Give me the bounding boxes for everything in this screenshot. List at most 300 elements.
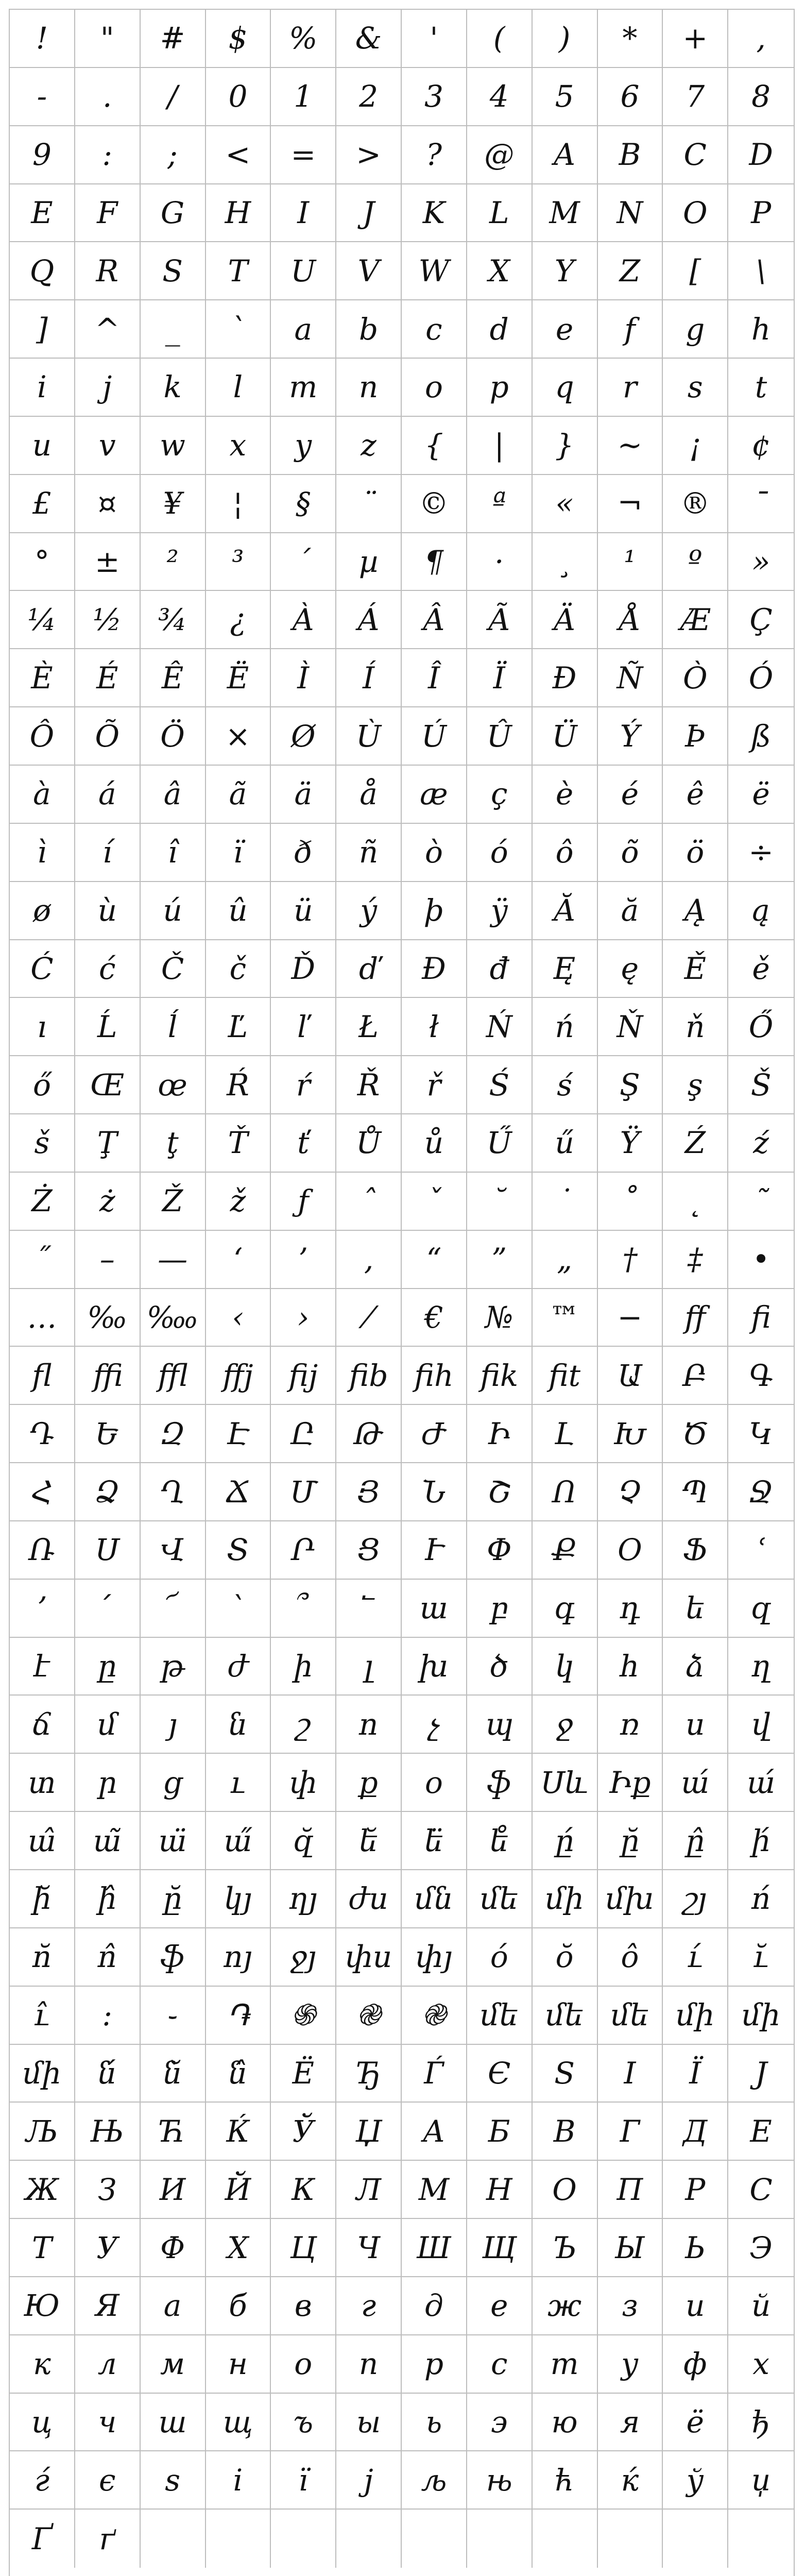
glyph-cell <box>271 2510 336 2568</box>
glyph-cell: ˚ <box>598 1173 663 1231</box>
glyph-cell: ը̆ <box>598 1812 663 1870</box>
glyph-cell: Ő <box>728 998 794 1056</box>
glyph-cell: " <box>75 10 141 68</box>
glyph-cell: ֎ <box>402 1987 467 2045</box>
glyph-cell: ˘ <box>467 1173 533 1231</box>
glyph-cell: ù <box>75 882 141 940</box>
glyph-cell: х <box>728 2335 794 2394</box>
glyph-cell: µ <box>336 533 402 591</box>
glyph-cell: ш <box>141 2394 206 2452</box>
glyph-cell: û <box>206 882 271 940</box>
glyph-cell: У <box>75 2219 141 2277</box>
glyph-cell: ՚ <box>10 1580 75 1638</box>
glyph-cell: ќ <box>598 2451 663 2510</box>
glyph-cell: í <box>75 824 141 882</box>
glyph-cell: Ъ <box>533 2219 598 2277</box>
glyph-cell: a <box>271 300 336 359</box>
glyph-cell: Ќ <box>206 2103 271 2161</box>
glyph-cell <box>467 2510 533 2568</box>
glyph-grid <box>9 9 795 2576</box>
glyph-cell: « <box>533 475 598 533</box>
glyph-cell: A <box>533 126 598 184</box>
glyph-cell: Â <box>402 591 467 649</box>
glyph-cell: & <box>336 10 402 68</box>
glyph-cell: Б <box>467 2103 533 2161</box>
glyph-cell: õ <box>598 824 663 882</box>
glyph-cell: պ <box>467 1696 533 1754</box>
glyph-cell: — <box>141 1231 206 1289</box>
glyph-cell: Ś <box>467 1056 533 1114</box>
glyph-cell: ! <box>10 10 75 68</box>
glyph-cell: Ť <box>206 1114 271 1173</box>
glyph-cell: z <box>336 417 402 475</box>
glyph-cell: − <box>598 1289 663 1347</box>
glyph-cell: G <box>141 184 206 243</box>
glyph-cell: X <box>467 242 533 300</box>
glyph-cell: f <box>598 300 663 359</box>
glyph-cell: ՞ <box>271 1580 336 1638</box>
glyph-cell: ' <box>402 10 467 68</box>
glyph-cell: Ö <box>141 707 206 766</box>
glyph-cell: Д <box>663 2103 728 2161</box>
glyph-cell: ˜ <box>728 1173 794 1231</box>
glyph-cell: Î <box>402 649 467 707</box>
glyph-cell: ф <box>663 2335 728 2394</box>
glyph-cell: ` <box>206 300 271 359</box>
glyph-cell: e <box>533 300 598 359</box>
glyph-cell: ՝ <box>206 1580 271 1638</box>
glyph-cell: ՟ <box>336 1580 402 1638</box>
glyph-cell: Л <box>336 2161 402 2219</box>
glyph-cell: ն̆ <box>141 2045 206 2103</box>
glyph-cell: ﬁ <box>728 1289 794 1347</box>
glyph-cell: ґ <box>75 2510 141 2568</box>
glyph-cell: ա̋ <box>206 1812 271 1870</box>
glyph-cell: è <box>533 766 598 824</box>
glyph-cell: օ <box>402 1754 467 1812</box>
glyph-cell: Ս <box>75 1521 141 1580</box>
glyph-cell: б <box>206 2277 271 2335</box>
glyph-cell: I <box>271 184 336 243</box>
glyph-cell: լ <box>336 1638 402 1696</box>
glyph-cell: ը̆ <box>141 1870 206 1928</box>
glyph-cell: ‱ <box>141 1289 206 1347</box>
glyph-cell: L <box>467 184 533 243</box>
glyph-cell: ů <box>402 1114 467 1173</box>
glyph-cell: ն <box>206 1696 271 1754</box>
glyph-cell: С <box>728 2161 794 2219</box>
glyph-cell: » <box>728 533 794 591</box>
glyph-cell: ´ <box>271 533 336 591</box>
glyph-cell: Я <box>75 2277 141 2335</box>
glyph-cell: O <box>663 184 728 243</box>
glyph-cell: Օ <box>598 1521 663 1580</box>
glyph-cell: ¢ <box>728 417 794 475</box>
glyph-cell: ւ̂ <box>10 1987 75 2045</box>
glyph-cell: • <box>728 1231 794 1289</box>
glyph-cell: ջյ <box>271 1928 336 1987</box>
glyph-cell <box>663 2510 728 2568</box>
glyph-cell: \ <box>728 242 794 300</box>
glyph-cell: ՜ <box>141 1580 206 1638</box>
glyph-cell: Œ <box>75 1056 141 1114</box>
glyph-cell: В <box>533 2103 598 2161</box>
glyph-cell: ÷ <box>728 824 794 882</box>
glyph-cell: վ <box>728 1696 794 1754</box>
glyph-cell: ; <box>141 126 206 184</box>
glyph-cell: Ю <box>10 2277 75 2335</box>
glyph-cell: V <box>336 242 402 300</box>
glyph-cell: щ <box>206 2394 271 2452</box>
glyph-cell: 3 <box>402 68 467 126</box>
glyph-cell <box>728 2510 794 2568</box>
glyph-cell: ó <box>467 824 533 882</box>
glyph-cell: ա̃ <box>75 1812 141 1870</box>
glyph-cell: % <box>271 10 336 68</box>
glyph-cell: | <box>467 417 533 475</box>
glyph-cell: ¦ <box>206 475 271 533</box>
glyph-cell: մե <box>533 1987 598 2045</box>
glyph-cell: О <box>533 2161 598 2219</box>
glyph-cell: ~ <box>598 417 663 475</box>
glyph-cell: մի <box>663 1987 728 2045</box>
glyph-cell: É <box>75 649 141 707</box>
glyph-cell: ս <box>663 1696 728 1754</box>
glyph-cell: Ї <box>663 2045 728 2103</box>
glyph-cell: ն́ <box>75 2045 141 2103</box>
glyph-cell: Ä <box>533 591 598 649</box>
glyph-cell: ż <box>75 1173 141 1231</box>
glyph-cell: ń <box>533 998 598 1056</box>
glyph-cell: “ <box>402 1231 467 1289</box>
glyph-cell: ¼ <box>10 591 75 649</box>
glyph-cell: є <box>75 2451 141 2510</box>
glyph-cell: ñ <box>336 824 402 882</box>
glyph-cell: մ <box>75 1696 141 1754</box>
glyph-cell: մի <box>10 2045 75 2103</box>
glyph-cell: Ա <box>598 1347 663 1405</box>
glyph-cell: հ <box>598 1638 663 1696</box>
glyph-cell: Е <box>728 2103 794 2161</box>
glyph-cell: ¾ <box>141 591 206 649</box>
glyph-cell: à <box>10 766 75 824</box>
glyph-cell: թ <box>141 1638 206 1696</box>
glyph-cell: ի́ <box>728 1812 794 1870</box>
glyph-cell: Ն <box>402 1463 467 1521</box>
glyph-cell: ì <box>10 824 75 882</box>
glyph-cell: Ã <box>467 591 533 649</box>
glyph-cell: / <box>141 68 206 126</box>
glyph-cell: 4 <box>467 68 533 126</box>
glyph-cell: Š <box>728 1056 794 1114</box>
glyph-cell: ժ <box>206 1638 271 1696</box>
glyph-cell: * <box>598 10 663 68</box>
glyph-cell: . <box>75 68 141 126</box>
glyph-cell: ª <box>467 475 533 533</box>
glyph-cell: ð <box>271 824 336 882</box>
glyph-cell: M <box>533 184 598 243</box>
glyph-cell: Ý <box>598 707 663 766</box>
glyph-cell: ˆ <box>336 1173 402 1231</box>
glyph-cell: þ <box>402 882 467 940</box>
glyph-cell: ձ <box>663 1638 728 1696</box>
glyph-cell: Ў <box>271 2103 336 2161</box>
glyph-cell: ѕ <box>141 2451 206 2510</box>
glyph-cell: Ď <box>271 940 336 998</box>
glyph-cell: ˛ <box>663 1173 728 1231</box>
glyph-cell: È <box>10 649 75 707</box>
glyph-cell: [ <box>663 242 728 300</box>
glyph-cell: ň <box>663 998 728 1056</box>
glyph-cell: 8 <box>728 68 794 126</box>
glyph-cell: ո <box>336 1696 402 1754</box>
glyph-cell: † <box>598 1231 663 1289</box>
glyph-cell: 1 <box>271 68 336 126</box>
glyph-cell: Է <box>206 1405 271 1463</box>
glyph-cell: Պ <box>663 1463 728 1521</box>
glyph-cell: „ <box>533 1231 598 1289</box>
glyph-cell: _ <box>141 300 206 359</box>
glyph-cell: ° <box>10 533 75 591</box>
glyph-cell: Ձ <box>75 1463 141 1521</box>
glyph-cell: = <box>271 126 336 184</box>
glyph-cell: ę <box>598 940 663 998</box>
glyph-cell: Z <box>598 242 663 300</box>
glyph-cell: Є <box>467 2045 533 2103</box>
glyph-cell: Ф <box>141 2219 206 2277</box>
glyph-cell: ւ̆ <box>728 1928 794 1987</box>
glyph-cell: г <box>336 2277 402 2335</box>
glyph-cell: ć <box>75 940 141 998</box>
glyph-cell: ě <box>728 940 794 998</box>
glyph-cell: x <box>206 417 271 475</box>
glyph-cell: B <box>598 126 663 184</box>
glyph-cell: ] <box>10 300 75 359</box>
glyph-cell: А <box>402 2103 467 2161</box>
glyph-cell: Ռ <box>10 1521 75 1580</box>
glyph-cell: Ֆ <box>663 1521 728 1580</box>
glyph-cell: М <box>402 2161 467 2219</box>
glyph-cell: b <box>336 300 402 359</box>
glyph-cell: ե̆ <box>336 1812 402 1870</box>
glyph-cell: Զ <box>141 1405 206 1463</box>
glyph-cell: ՛ <box>75 1580 141 1638</box>
glyph-cell: Թ <box>336 1405 402 1463</box>
glyph-cell: Ľ <box>206 998 271 1056</box>
glyph-cell: ) <box>533 10 598 68</box>
glyph-cell: ռ <box>598 1696 663 1754</box>
glyph-cell: Ջ <box>728 1463 794 1521</box>
glyph-cell: ե <box>663 1580 728 1638</box>
glyph-cell: K <box>402 184 467 243</box>
glyph-cell: ¹ <box>598 533 663 591</box>
glyph-cell: Ù <box>336 707 402 766</box>
glyph-cell: < <box>206 126 271 184</box>
glyph-cell: Սև <box>533 1754 598 1812</box>
glyph-cell: ղ <box>728 1638 794 1696</box>
glyph-cell: Р <box>663 2161 728 2219</box>
glyph-cell: Ž <box>141 1173 206 1231</box>
glyph-cell: Ѕ <box>533 2045 598 2103</box>
glyph-cell: Ă <box>533 882 598 940</box>
glyph-cell: ﬀ <box>663 1289 728 1347</box>
glyph-cell: զ̆ <box>271 1812 336 1870</box>
glyph-cell: ի <box>271 1638 336 1696</box>
glyph-cell: × <box>206 707 271 766</box>
glyph-cell: J <box>336 184 402 243</box>
glyph-cell: Х <box>206 2219 271 2277</box>
glyph-cell: ⁄ <box>336 1289 402 1347</box>
glyph-cell: ¶ <box>402 533 467 591</box>
glyph-cell: մի <box>533 1870 598 1928</box>
glyph-cell: Г <box>598 2103 663 2161</box>
glyph-cell: ˇ <box>402 1173 467 1231</box>
glyph-cell: ø <box>10 882 75 940</box>
glyph-cell: у <box>598 2335 663 2394</box>
glyph-cell: Ћ <box>141 2103 206 2161</box>
glyph-cell: ő <box>10 1056 75 1114</box>
glyph-cell: ր <box>75 1754 141 1812</box>
glyph-cell: չ <box>402 1696 467 1754</box>
glyph-cell: ոյ <box>206 1928 271 1987</box>
glyph-cell: ’ <box>271 1231 336 1289</box>
glyph-cell: { <box>402 417 467 475</box>
glyph-cell: ( <box>467 10 533 68</box>
glyph-cell: T <box>206 242 271 300</box>
glyph-cell: n <box>336 359 402 417</box>
glyph-cell: й <box>728 2277 794 2335</box>
glyph-cell: Ń <box>467 998 533 1056</box>
glyph-cell: Þ <box>663 707 728 766</box>
glyph-cell: փյ <box>402 1928 467 1987</box>
glyph-cell: ն̂ <box>206 2045 271 2103</box>
glyph-cell: ™ <box>533 1289 598 1347</box>
glyph-cell: մե <box>467 1870 533 1928</box>
glyph-cell: ﬃ <box>75 1347 141 1405</box>
glyph-cell: њ <box>467 2451 533 2510</box>
glyph-cell: ú <box>141 882 206 940</box>
glyph-cell: ъ <box>271 2394 336 2452</box>
glyph-cell: ‡ <box>663 1231 728 1289</box>
glyph-cell: օ̂ <box>598 1928 663 1987</box>
glyph-cell: յ <box>141 1696 206 1754</box>
glyph-cell: ա́ <box>728 1754 794 1812</box>
glyph-cell <box>206 2510 271 2568</box>
glyph-cell: Ř <box>336 1056 402 1114</box>
glyph-cell: ա̈ <box>141 1812 206 1870</box>
glyph-cell: ö <box>663 824 728 882</box>
glyph-cell: æ <box>402 766 467 824</box>
glyph-cell: ւ <box>206 1754 271 1812</box>
glyph-cell: ա́ <box>663 1754 728 1812</box>
glyph-cell: ո̂ <box>75 1928 141 1987</box>
glyph-cell: Ґ <box>10 2510 75 2568</box>
glyph-cell: ь <box>402 2394 467 2452</box>
glyph-cell: é <box>598 766 663 824</box>
glyph-cell: ^ <box>75 300 141 359</box>
glyph-cell: կ <box>533 1638 598 1696</box>
glyph-cell: ﬁj <box>271 1347 336 1405</box>
glyph-cell: Ů <box>336 1114 402 1173</box>
glyph-cell: Ą <box>663 882 728 940</box>
glyph-cell: ł <box>402 998 467 1056</box>
glyph-cell: ? <box>402 126 467 184</box>
glyph-cell: … <box>10 1289 75 1347</box>
glyph-cell: Ë <box>206 649 271 707</box>
glyph-cell: Ç <box>728 591 794 649</box>
glyph-cell: ò <box>402 824 467 882</box>
glyph-cell: ą <box>728 882 794 940</box>
glyph-cell: ы <box>336 2394 402 2452</box>
glyph-cell: ¨ <box>336 475 402 533</box>
glyph-cell: ď <box>336 940 402 998</box>
glyph-cell: է <box>10 1638 75 1696</box>
glyph-cell: œ <box>141 1056 206 1114</box>
glyph-cell: ծ <box>467 1638 533 1696</box>
glyph-cell: ² <box>141 533 206 591</box>
glyph-cell: љ <box>402 2451 467 2510</box>
glyph-cell: ե̊ <box>467 1812 533 1870</box>
glyph-cell: Ж <box>10 2161 75 2219</box>
glyph-cell: © <box>402 475 467 533</box>
glyph-cell: З <box>75 2161 141 2219</box>
glyph-cell: £ <box>10 475 75 533</box>
glyph-cell: ÿ <box>467 882 533 940</box>
glyph-cell: ¿ <box>206 591 271 649</box>
glyph-cell: ı <box>10 998 75 1056</box>
glyph-cell: ű <box>533 1114 598 1173</box>
glyph-cell <box>533 2510 598 2568</box>
glyph-cell <box>336 2510 402 2568</box>
glyph-cell: ﬄ <box>141 1347 206 1405</box>
glyph-cell: Լ <box>533 1405 598 1463</box>
glyph-cell: о <box>271 2335 336 2394</box>
glyph-cell: ź <box>728 1114 794 1173</box>
glyph-cell: Ւ <box>402 1521 467 1580</box>
glyph-cell: ž <box>206 1173 271 1231</box>
glyph-cell: փս <box>336 1928 402 1987</box>
glyph-cell: ç <box>467 766 533 824</box>
glyph-cell: ﬁt <box>533 1347 598 1405</box>
glyph-cell: Ђ <box>336 2045 402 2103</box>
glyph-cell: w <box>141 417 206 475</box>
glyph-cell: č <box>206 940 271 998</box>
glyph-cell: Ÿ <box>598 1114 663 1173</box>
glyph-cell: Ր <box>271 1521 336 1580</box>
glyph-cell: Տ <box>206 1521 271 1580</box>
glyph-cell <box>598 2510 663 2568</box>
glyph-cell: ‚ <box>336 1231 402 1289</box>
glyph-cell: ë <box>728 766 794 824</box>
glyph-cell: ղյ <box>271 1870 336 1928</box>
glyph-cell: § <box>271 475 336 533</box>
glyph-cell: л <box>75 2335 141 2394</box>
glyph-cell: W <box>402 242 467 300</box>
glyph-cell: ” <box>467 1231 533 1289</box>
glyph-cell: Đ <box>402 940 467 998</box>
glyph-cell: á <box>75 766 141 824</box>
glyph-cell: Վ <box>141 1521 206 1580</box>
glyph-cell: ը́ <box>533 1812 598 1870</box>
glyph-cell: я <box>598 2394 663 2452</box>
glyph-cell: Ş <box>598 1056 663 1114</box>
glyph-cell: l <box>206 359 271 417</box>
glyph-cell: к <box>10 2335 75 2394</box>
glyph-cell: ђ <box>728 2394 794 2452</box>
glyph-cell: Љ <box>10 2103 75 2161</box>
glyph-cell: @ <box>467 126 533 184</box>
glyph-cell: Ք <box>533 1521 598 1580</box>
